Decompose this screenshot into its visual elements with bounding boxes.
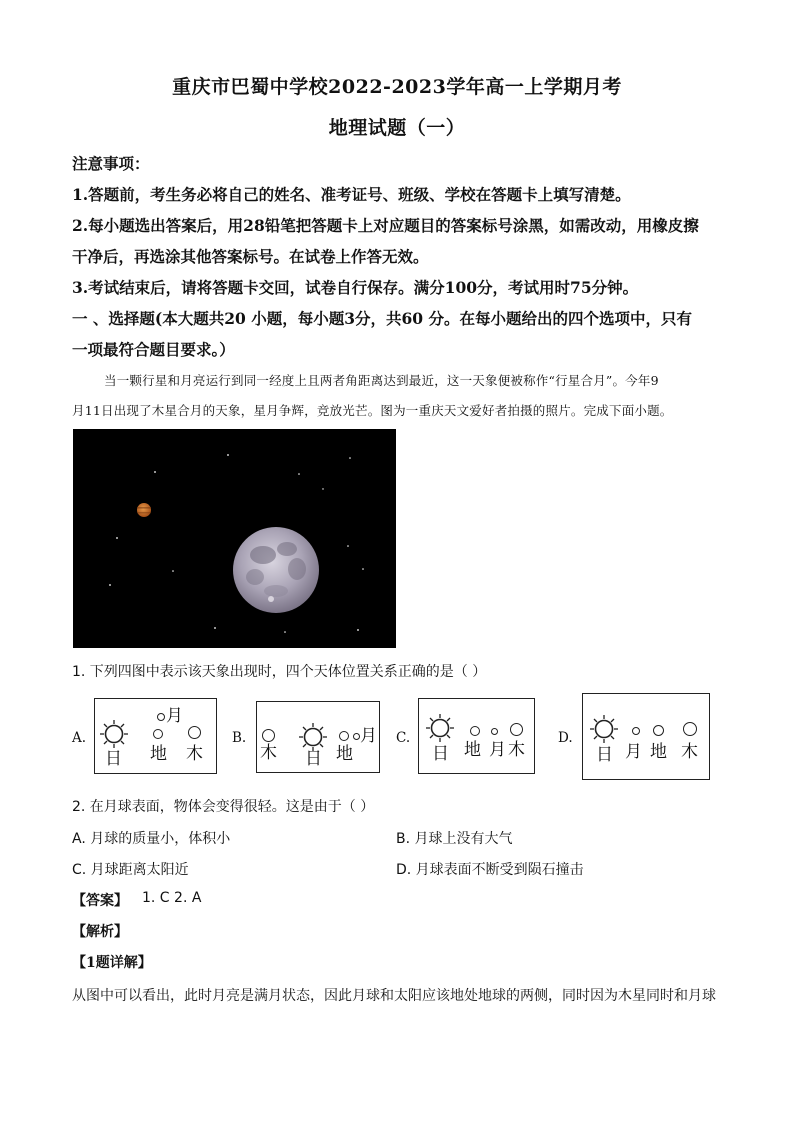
sun-label: 日 bbox=[105, 749, 122, 769]
notice-item-3: 3.考试结束后，请将答题卡交回，试卷自行保存。满分100分，考试用时75分钟。 bbox=[72, 278, 639, 297]
exam-title: 重庆市巴蜀中学校2022-2023学年高一上学期月考 bbox=[172, 76, 622, 98]
question-2-option-c[interactable]: C. 月球距离太阳近 bbox=[72, 862, 189, 878]
jupiter-label: 木 bbox=[260, 743, 277, 763]
option-a-letter: A. bbox=[72, 730, 87, 746]
analysis-tag: 【解析】 bbox=[72, 924, 128, 940]
detail-text: 从图中可以看出，此时月亮是满月状态，因此月球和太阳应该地处地球的两侧，同时因为木星同时和月球 bbox=[72, 988, 716, 1004]
option-a-diagram[interactable] bbox=[94, 698, 217, 774]
intro-paragraph: 当一颗行星和月亮运行到同一经度上且两者角距离达到最近，这一天象便被称作“行星合月”。今年9 bbox=[104, 373, 659, 388]
earth-label: 地 bbox=[150, 744, 167, 764]
question-2-stem: 2. 在月球表面，物体会变得很轻。这是由于（ ） bbox=[72, 799, 375, 815]
question-2-option-d[interactable]: D. 月球表面不断受到陨石撞击 bbox=[396, 862, 584, 878]
full-moon bbox=[233, 527, 319, 613]
section-heading: 一 、选择题(本大题共20 小题，每小题3分，共60 分。在每小题给出的四个选项中，只有 bbox=[72, 309, 692, 328]
moon-icon bbox=[491, 728, 498, 735]
earth-icon bbox=[470, 726, 480, 736]
question-2-option-b[interactable]: B. 月球上没有大气 bbox=[396, 831, 513, 847]
earth-label: 地 bbox=[336, 744, 353, 764]
moon-jupiter-photo bbox=[73, 429, 396, 648]
jupiter-label: 木 bbox=[186, 744, 203, 764]
jupiter-label: 木 bbox=[508, 740, 525, 760]
earth-icon bbox=[653, 725, 664, 736]
sun-label: 日 bbox=[432, 744, 449, 764]
option-d-diagram[interactable] bbox=[582, 693, 710, 780]
detail-tag: 【1题详解】 bbox=[72, 955, 152, 971]
moon-icon bbox=[353, 733, 360, 740]
moon-label: 月 bbox=[489, 740, 506, 760]
option-c-diagram[interactable] bbox=[418, 698, 535, 774]
option-d-letter: D. bbox=[558, 730, 573, 746]
jupiter-icon bbox=[262, 729, 275, 742]
moon-icon bbox=[157, 713, 165, 721]
answer-values: 1. C 2. A bbox=[142, 890, 202, 906]
jupiter-icon bbox=[188, 726, 201, 739]
sun-label: 日 bbox=[596, 745, 613, 765]
option-c-letter: C. bbox=[396, 730, 411, 746]
notice-item-1: 1.答题前，考生务必将自己的姓名、准考证号、班级、学校在答题卡上填写清楚。 bbox=[72, 185, 631, 204]
section-heading-cont: 一项最符合题目要求。） bbox=[72, 340, 235, 359]
moon-label: 月 bbox=[625, 742, 642, 762]
question-2-option-a[interactable]: A. 月球的质量小，体积小 bbox=[72, 831, 231, 847]
notice-item-2-cont: 干净后，再选涂其他答案标号。在试卷上作答无效。 bbox=[72, 247, 429, 266]
jupiter-planet bbox=[137, 503, 151, 517]
sun-icon bbox=[589, 714, 619, 744]
exam-subtitle: 地理试题（一） bbox=[328, 117, 466, 139]
sun-label: 日 bbox=[305, 749, 322, 769]
earth-label: 地 bbox=[464, 740, 481, 760]
moon-label: 月 bbox=[360, 726, 377, 746]
intro-paragraph-cont: 月11日出现了木星合月的天象，星月争辉，竞放光芒。图为一重庆天文爱好者拍摄的照片。完成下面小题。 bbox=[72, 403, 673, 418]
option-b-diagram[interactable] bbox=[256, 701, 380, 773]
sun-icon bbox=[298, 722, 328, 752]
earth-icon bbox=[153, 729, 163, 739]
moon-icon bbox=[632, 727, 640, 735]
jupiter-icon bbox=[510, 723, 523, 736]
sun-icon bbox=[425, 713, 455, 743]
earth-icon bbox=[339, 731, 349, 741]
moon-label: 月 bbox=[166, 706, 183, 726]
sun-icon bbox=[99, 719, 129, 749]
notice-heading: 注意事项： bbox=[72, 154, 150, 173]
notice-item-2: 2.每小题选出答案后，用28铅笔把答题卡上对应题目的答案标号涂黑，如需改动，用橡皮擦 bbox=[72, 216, 699, 235]
jupiter-label: 木 bbox=[681, 742, 698, 762]
question-1-stem: 1. 下列四图中表示该天象出现时，四个天体位置关系正确的是（ ） bbox=[72, 664, 487, 680]
jupiter-icon bbox=[683, 722, 697, 736]
night-sky-image bbox=[73, 429, 396, 648]
answer-tag: 【答案】 bbox=[72, 893, 128, 909]
option-b-letter: B. bbox=[232, 730, 247, 746]
earth-label: 地 bbox=[650, 742, 667, 762]
